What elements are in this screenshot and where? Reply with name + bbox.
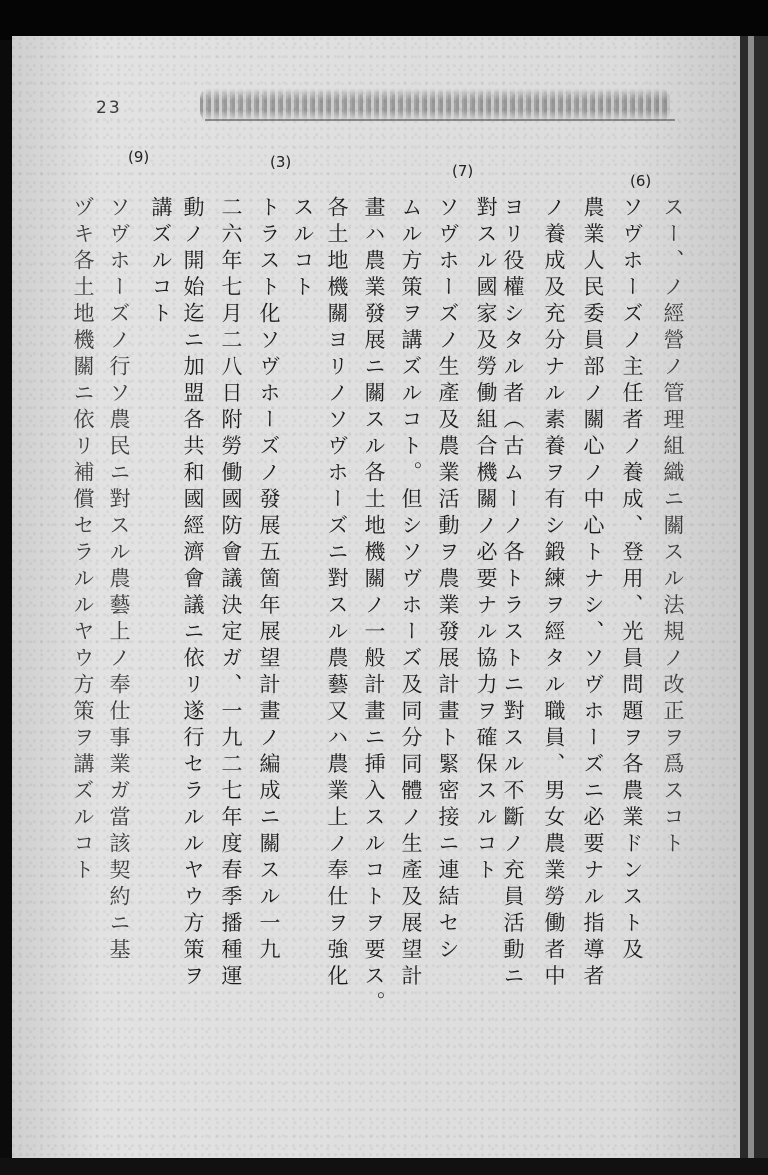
text-column: 對スル國家及勞働組合機關ノ必要ナル協力ヲ確保スルコト	[474, 196, 498, 885]
scan-bottom-border	[0, 1158, 768, 1175]
page-number: 23	[96, 98, 122, 118]
section-marker-3: (3)	[270, 153, 292, 171]
text-column: ヨリ役權シタル者（古ムーノ各トラストニ對スル不斷ノ充員活動ニ	[501, 196, 525, 991]
text-column: 動ノ開始迄ニ加盟各共和國經濟會議ニ依リ遂行セラルルヤウ方策ヲ	[181, 196, 205, 991]
text-column: ヅキ各土地機關ニ依リ補償セラルルヤウ方策ヲ講ズルコト	[71, 196, 95, 885]
scan-top-border	[0, 0, 768, 40]
text-column: 各土地機關ヨリノソヴホーズニ對スル農藝又ハ農業上ノ奉仕ヲ強化	[325, 196, 349, 991]
text-column: ソヴホーズノ行ソ農民ニ對スル農藝上ノ奉仕事業ガ當該契約ニ基	[107, 196, 131, 965]
text-column: ムル方策ヲ講ズルコト。但シソヴホーズ及同分同體ノ生產及展望計	[399, 196, 423, 991]
text-column: トラスト化ソヴホーズノ發展五箇年展望計畫ノ編成ニ關スル一九	[257, 196, 281, 965]
text-column: ノ養成及充分ナル素養ヲ有シ鍛練ヲ經タル職員、男女農業勞働者中	[542, 196, 566, 991]
text-column: 農業人民委員部ノ關心ノ中心トナシ、ソヴホーズニ必要ナル指導者	[581, 196, 605, 991]
section-marker-9: (9)	[128, 148, 150, 166]
section-marker-7: (7)	[452, 162, 474, 180]
header-rule	[205, 119, 675, 121]
text-column: スー、ノ經營ノ管理組織ニ關スル法規ノ改正ヲ爲スコト	[661, 196, 685, 859]
section-marker-6: (6)	[630, 172, 652, 190]
page-gutter-strip	[740, 36, 768, 1158]
gutter-edge	[748, 36, 754, 1158]
text-column: ソヴホーズノ主任者ノ養成、登用、光員問題ヲ各農業ドンスト及	[620, 196, 644, 965]
text-column: ソヴホーズノ生產及農業活動ヲ農業發展計畫ト緊密接ニ連結セシ	[436, 196, 460, 965]
header-smudge	[200, 88, 670, 122]
text-column: 畫ハ農業發展ニ關スル各土地機關ノ一般計畫ニ挿入スルコトヲ要ス。	[362, 196, 386, 1018]
text-column: 二六年七月二八日附勞働國防會議決定ガ、一九二七年度春季播種運	[219, 196, 243, 991]
text-column: 講ズルコト	[149, 196, 173, 329]
text-column: スルコト	[291, 196, 315, 302]
